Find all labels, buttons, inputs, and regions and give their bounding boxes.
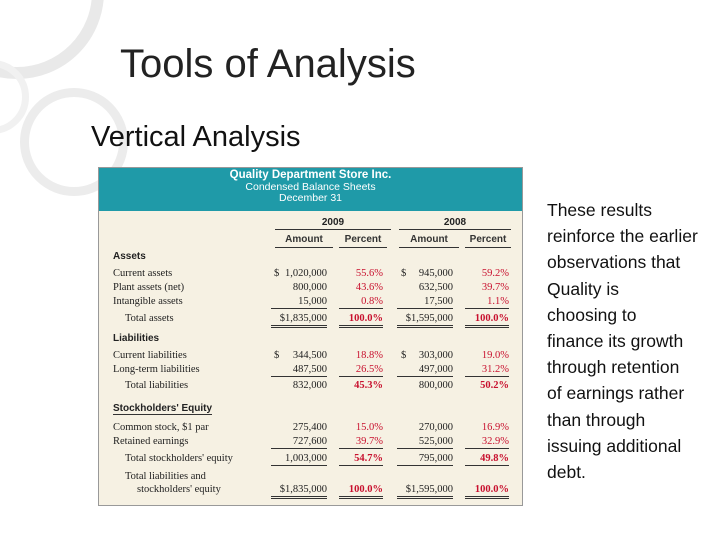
table-row xyxy=(99,281,522,294)
percent-2008: 39.7% xyxy=(481,282,509,293)
row-label: Common stock, $1 par xyxy=(113,422,209,433)
percent-2009: 15.0% xyxy=(355,422,383,433)
row-label: Long-term liabilities xyxy=(113,364,200,375)
row-label: Intangible assets xyxy=(113,296,183,307)
amount-2008: 17,500 xyxy=(397,295,453,309)
amount-2008: 945,000 xyxy=(418,268,453,279)
column-header-amount: Amount xyxy=(275,234,333,248)
amount-2008: 303,000 xyxy=(418,350,453,361)
amount-2009: 487,500 xyxy=(271,363,327,377)
percent-2009: 26.5% xyxy=(339,363,383,377)
table-row xyxy=(99,470,522,483)
balance-sheet-figure xyxy=(98,167,523,506)
percent-2009: 54.7% xyxy=(339,452,383,466)
row-label: Current liabilities xyxy=(113,350,187,361)
percent-2009: 100.0% xyxy=(339,312,383,328)
percent-2008: 100.0% xyxy=(465,483,509,499)
amount-2009: 832,000 xyxy=(292,380,327,391)
amount-2008: $1,595,000 xyxy=(397,483,453,499)
row-label: Current assets xyxy=(113,268,173,279)
section-assets: Assets xyxy=(113,251,146,262)
amount-2008: 497,000 xyxy=(397,363,453,377)
year-header-2009: 2009 xyxy=(275,217,391,230)
percent-2009: 0.8% xyxy=(339,295,383,309)
percent-2008: 1.1% xyxy=(465,295,509,309)
section-equity: Stockholders' Equity xyxy=(113,403,213,414)
percent-2008: 32.9% xyxy=(465,435,509,449)
statement-name: Condensed Balance Sheets xyxy=(245,180,376,193)
percent-2008: 16.9% xyxy=(481,422,509,433)
table-row xyxy=(99,483,522,496)
percent-2009: 100.0% xyxy=(339,483,383,499)
percent-2008: 49.8% xyxy=(465,452,509,466)
percent-2009: 39.7% xyxy=(339,435,383,449)
table-row xyxy=(99,379,522,392)
amount-2008: 525,000 xyxy=(397,435,453,449)
amount-2009: 344,500 xyxy=(292,350,327,361)
table-row xyxy=(99,267,522,280)
percent-2008: 19.0% xyxy=(481,350,509,361)
amount-2009: 727,600 xyxy=(271,435,327,449)
percent-2008: 100.0% xyxy=(465,312,509,328)
amount-2009: $1,835,000 xyxy=(271,312,327,328)
row-label-continued: stockholders' equity xyxy=(137,484,221,495)
amount-2009: 800,000 xyxy=(292,282,327,293)
statement-header xyxy=(99,168,522,211)
percent-2008: 50.2% xyxy=(480,380,509,391)
slide-subtitle: Vertical Analysis xyxy=(91,121,301,153)
table-row xyxy=(99,349,522,362)
percent-2009: 55.6% xyxy=(355,268,383,279)
table-row xyxy=(99,421,522,434)
dollar-sign: $ xyxy=(274,350,280,361)
percent-2008: 31.2% xyxy=(465,363,509,377)
table-row xyxy=(99,295,522,308)
table-row xyxy=(99,312,522,325)
percent-2008: 59.2% xyxy=(481,268,509,279)
amount-2008: 632,500 xyxy=(418,282,453,293)
amount-2008: 800,000 xyxy=(418,380,453,391)
amount-2008: $1,595,000 xyxy=(397,312,453,328)
dollar-sign: $ xyxy=(401,268,407,279)
column-header-amount: Amount xyxy=(399,234,459,248)
decorative-ring xyxy=(0,0,104,79)
amount-2009: 275,400 xyxy=(292,422,327,433)
percent-2009: 18.8% xyxy=(355,350,383,361)
table-row xyxy=(99,452,522,465)
row-label: Total assets xyxy=(125,313,174,324)
amount-2008: 270,000 xyxy=(418,422,453,433)
column-header-percent: Percent xyxy=(465,234,511,248)
dollar-sign: $ xyxy=(274,268,280,279)
row-label: Retained earnings xyxy=(113,436,189,447)
table-row xyxy=(99,363,522,376)
row-label: Total liabilities and xyxy=(125,471,206,482)
company-name: Quality Department Store Inc. xyxy=(229,169,392,181)
body-text: These results reinforce the earlier observations that Quality is choosing to finance its growth through retention of earnings rather than through issuing additional debt. xyxy=(547,200,698,483)
column-header-percent: Percent xyxy=(339,234,387,248)
row-label: Total stockholders' equity xyxy=(125,453,233,464)
percent-2009: 45.3% xyxy=(354,380,383,391)
amount-2009: 1,003,000 xyxy=(271,452,327,466)
row-label: Plant assets (net) xyxy=(113,282,185,293)
amount-2008: 795,000 xyxy=(397,452,453,466)
amount-2009: $1,835,000 xyxy=(271,483,327,499)
row-label: Total liabilities xyxy=(125,380,189,391)
slide-title: Tools of Analysis xyxy=(120,42,416,86)
dollar-sign: $ xyxy=(401,350,407,361)
amount-2009: 15,000 xyxy=(271,295,327,309)
percent-2009: 43.6% xyxy=(355,282,383,293)
section-liabilities: Liabilities xyxy=(113,333,160,344)
amount-2009: 1,020,000 xyxy=(285,268,327,279)
table-row xyxy=(99,435,522,448)
statement-date: December 31 xyxy=(278,192,343,204)
year-header-2008: 2008 xyxy=(399,217,511,230)
